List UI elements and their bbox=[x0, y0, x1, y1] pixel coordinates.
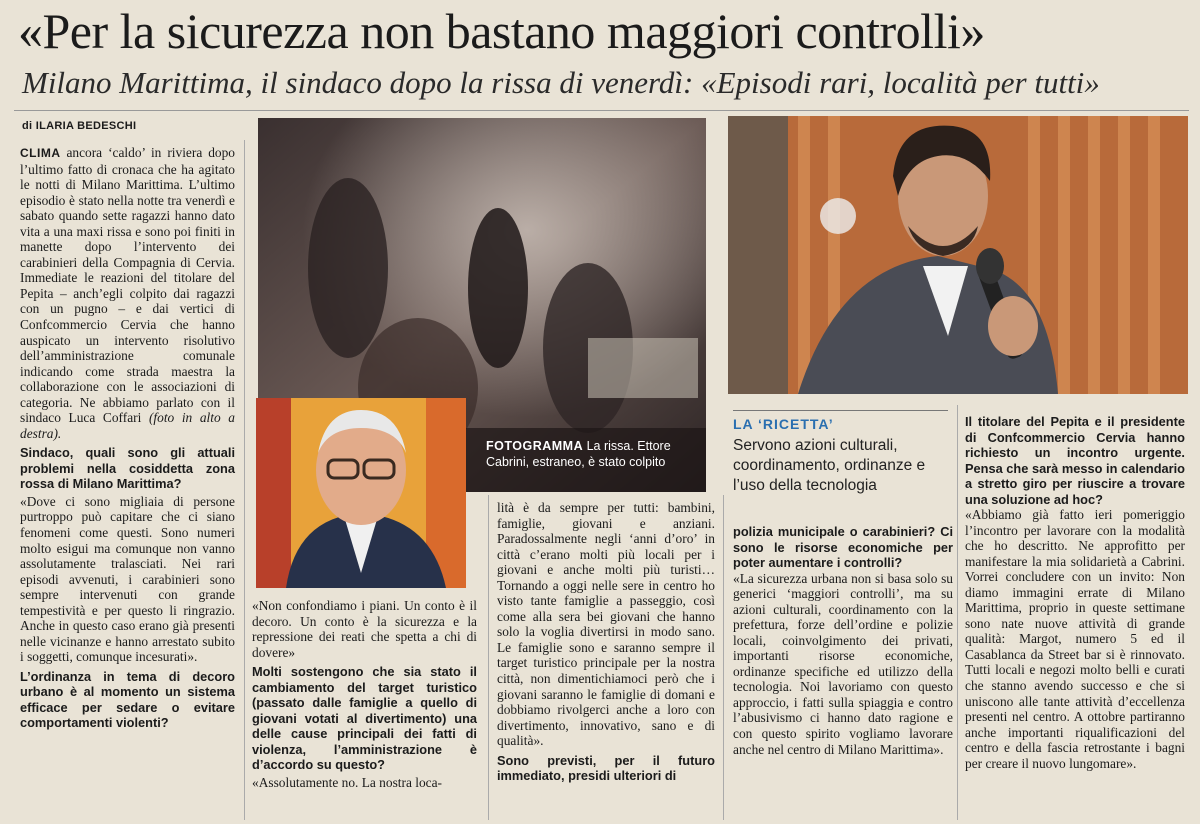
column-divider bbox=[244, 140, 245, 820]
councillor-photo bbox=[256, 398, 466, 588]
mayor-photo bbox=[728, 116, 1188, 394]
byline: di ILARIA BEDESCHI bbox=[22, 120, 137, 132]
intro-italic: (foto in alto a destra). bbox=[20, 410, 236, 441]
caption-text-1: La rissa. Ettore bbox=[583, 439, 671, 453]
answer-1: «Dove ci sono migliaia di persone purtroppo può capitare che ci siano fenomeni come questi. Sono numeri molto esigui ma comunque non vanno assolutamente tralasciati. Nei rari episodi avvenuti, i carabinieri sono sempre intervenuti con grande tempestività e per questo li ringrazio. Anche in questo caso erano già presenti nelle vicinanze e hanno arrestato subito i soggetti, comunque incesurati». bbox=[20, 493, 235, 665]
question-2: L’ordinanza in tema di decoro urbano è al momento un sistema efficace per sedare o evitare comportamenti violenti? bbox=[20, 668, 235, 731]
caption-label: FOTOGRAMMA bbox=[486, 439, 584, 453]
box-kicker: LA ‘RICETTA’ bbox=[733, 416, 834, 432]
article-column-2 bbox=[252, 598, 477, 790]
question-4: Sono previsti, per il futuro immediato, presidi ulteriori di bbox=[497, 752, 715, 784]
column-divider bbox=[957, 405, 958, 820]
intro-text: ancora ‘caldo’ in riviera dopo l’ultimo fatto di cronaca che ha agitato le notti di Milano Marittima. L’ultimo episodio è stato nella notte tra venerdì e sabato quando sette ragazzi hanno dato vita a una maxi rissa e sono poi finiti in manette dopo l’intervento dei carabinieri della Compagnia di Cervia. Immediate le reazioni del titolare del Pepita – anch’egli colpito dai ragazzi con un pugno – e dai vertici di Confcommercio Cervia che hanno auspicato un intervento risolutivo dell’amministrazione comunale indicando come strada maestra la collaborazione con le associazioni di categoria. Ne abbiamo parlato con il sindaco Luca Coffari bbox=[20, 145, 235, 426]
question-3: Molti sostengono che sia stato il cambiamento del target turistico (passato dalle famiglie a quello di giovani votati al divertimento) una delle cause principali dei fatti di violenza, l’amministrazione è d’accordo su questo? bbox=[252, 664, 477, 773]
mayor-photo-image bbox=[728, 116, 1188, 394]
article-column-4 bbox=[733, 524, 953, 757]
photo-caption bbox=[486, 438, 671, 470]
caption-text-2: Cabrini, estraneo, è stato colpito bbox=[486, 455, 666, 469]
subheadline: Milano Marittima, il sindaco dopo la rissa di venerdì: «Episodi rari, località per tutti» bbox=[22, 65, 1100, 100]
question-1: Sindaco, quali sono gli attuali problemi nella cosiddetta zona rossa di Milano Marittima? bbox=[20, 445, 235, 492]
box-rule bbox=[733, 410, 948, 411]
answer-3: «Assolutamente no. La nostra loca- bbox=[252, 774, 443, 790]
article-column-1 bbox=[20, 145, 235, 733]
question-4-continued: polizia municipale o carabinieri? Ci sono le risorse economiche per poter aumentare i controlli? bbox=[733, 524, 953, 570]
intro-paragraph bbox=[20, 145, 235, 441]
column-divider bbox=[488, 495, 489, 820]
article-column-3 bbox=[497, 500, 715, 786]
article-column-5 bbox=[965, 414, 1185, 771]
column-divider bbox=[723, 495, 724, 820]
answer-2: «Non confondiamo i piani. Un conto è il decoro. Un conto è la sicurezza e la repressione dei reati che spetta a chi di dovere» bbox=[252, 598, 477, 660]
answer-4: «La sicurezza urbana non si basa solo su generici ‘maggiori controlli’, ma su azioni culturali, coordinamento con la prefettura, forze dell’ordine e polizie locali, coinvolgimento dei privati, importanti risorse economiche, ordinanze specifiche ed utilizzo della tecnologia. Noi lavoriamo con questo approccio, i fatti sulla spiaggia e contro l’abusivismo ci hanno dato ragione e con questo spirito vogliamo lavorare anche nel centro di Milano Marittima». bbox=[733, 570, 953, 757]
question-5: Il titolare del Pepita e il presidente di Confcommercio Cervia hanno richiesto un incontro urgente. Pensa che sarà messo in calendario a stretto giro per riuscire a trovare una soluzione ad hoc? bbox=[965, 414, 1185, 507]
councillor-photo-image bbox=[256, 398, 466, 588]
header-rule bbox=[14, 110, 1189, 111]
lead-word: CLIMA bbox=[20, 146, 61, 160]
headline: «Per la sicurezza non bastano maggiori controlli» bbox=[18, 3, 985, 59]
answer-5: «Abbiamo già fatto ieri pomeriggio l’incontro per lavorare con la modalità che ho descritto. Ne approfitto per manifestare la mia solidarietà a Cabrini. Vorrei concludere con un invito: Non diamo immagini errate di Milano Marittima, proprio in queste settimane sono nate nuove attività di grande qualità: Margot, numero 5 ed il Casablanca da Street bar si è rinnovato. Tutti locali e negozi molto belli e curati che stanno avendo successo e che si uniscono alle tante attività d’eccellenza presenti nel centro. A ottobre partiranno anche importanti riqualificazioni del centro e della fascia retrostante i bagni per creare il nuovo lungomare». bbox=[965, 507, 1185, 771]
answer-3-continued: lità è da sempre per tutti: bambini, famiglie, giovani e anziani. Paradossalmente negli ‘anni d’oro’ in città c’erano molti più locali per i giovani e anche molti più turisti… Tornando a oggi nelle sere in centro ho visto tante famiglie a passeggio, così come alla sera bei giovani che hanno solo la voglia divertirsi in modo sano. Le famiglie sono e saranno sempre il target turistico principale per la nostra città, non dimentichiamoci però che i giovani saranno le famiglie di domani e dobbiamo rivolgerci anche a loro con divertimento, innovativo, sano e di qualità». bbox=[497, 500, 715, 749]
box-text: Servono azioni culturali, coordinamento, ordinanze e l’uso della tecnologia bbox=[733, 437, 926, 494]
